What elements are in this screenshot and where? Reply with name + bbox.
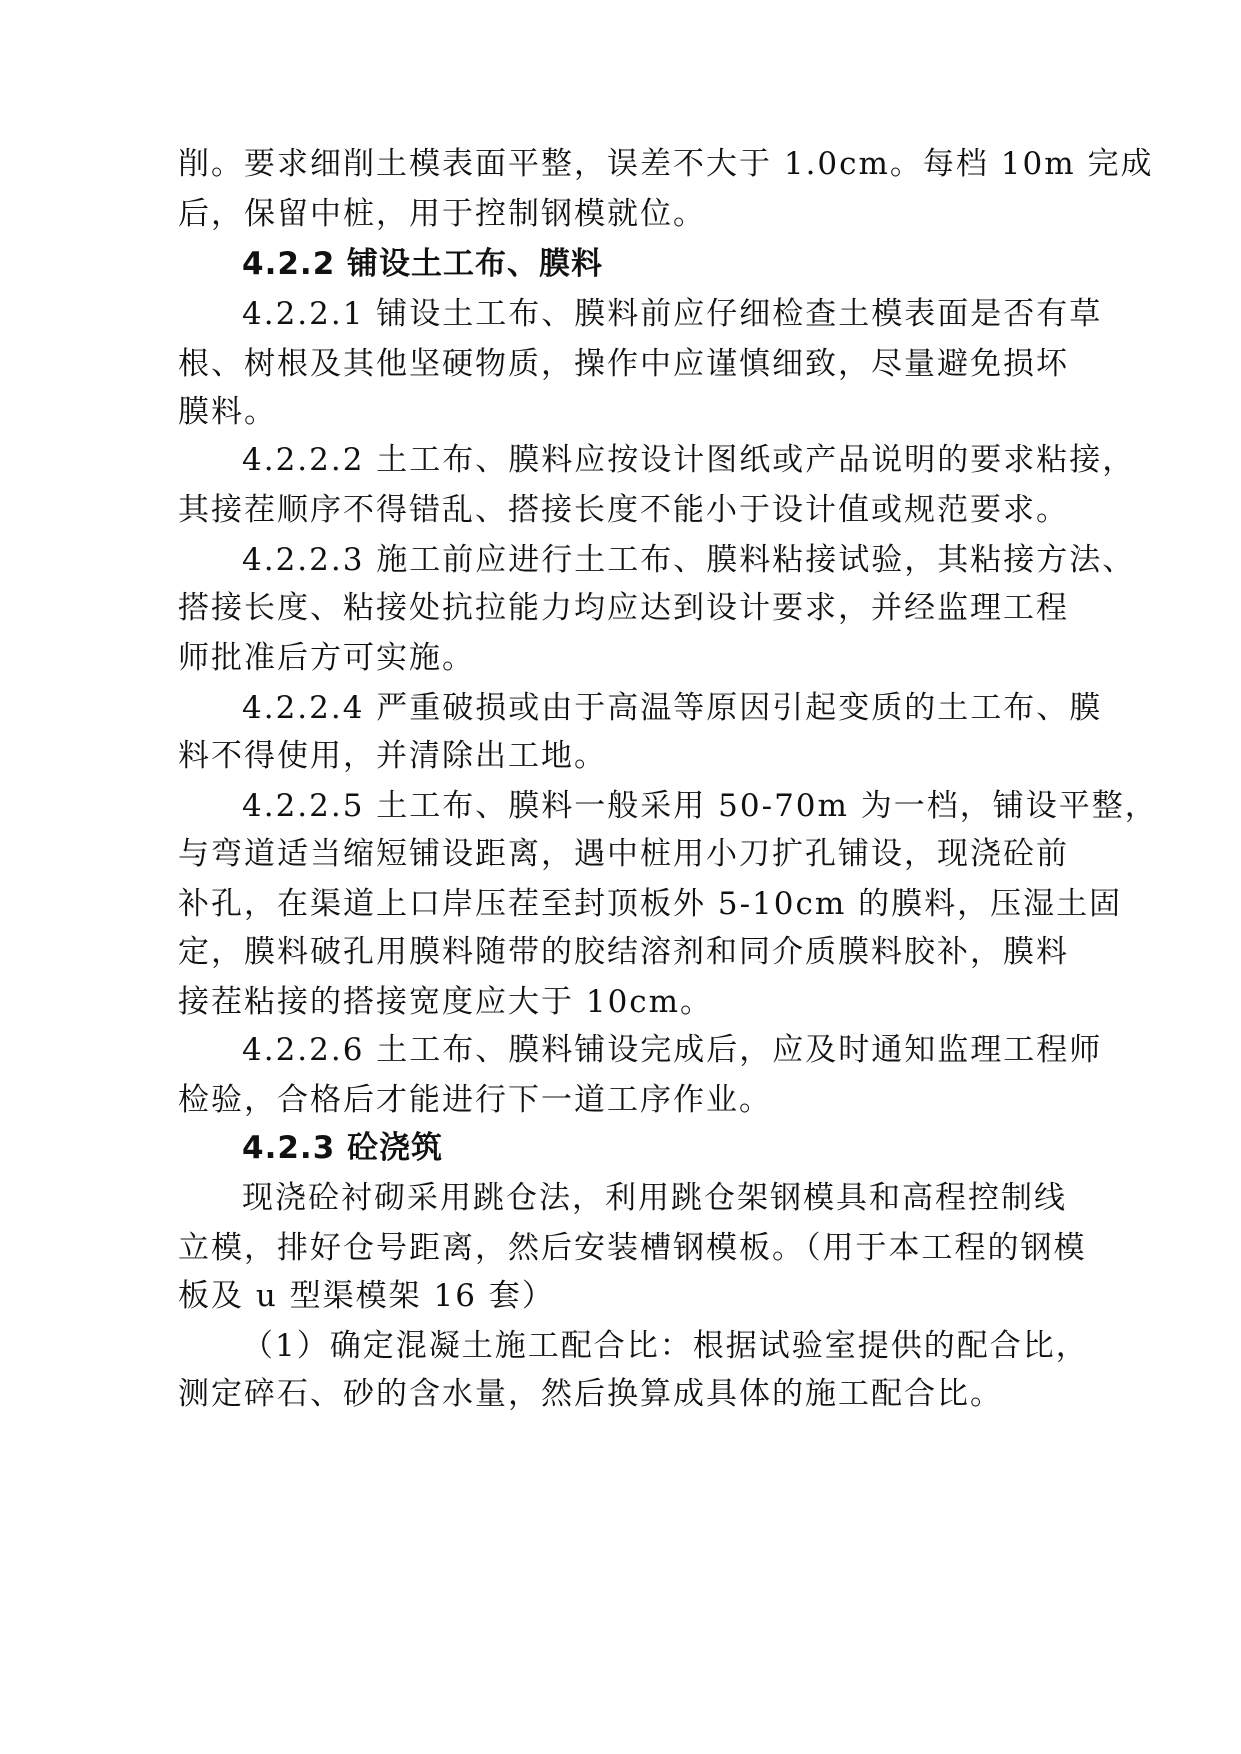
paragraph-line: 接茬粘接的搭接宽度应大于 10cm。 (178, 984, 714, 1020)
paragraph-line: 削。要求细削土模表面平整，误差不大于 1.0cm。每档 10m 完成 (178, 146, 1154, 182)
paragraph-line: 补孔，在渠道上口岸压茬至封顶板外 5-10cm 的膜料，压湿土固 (178, 886, 1123, 922)
paragraph-line: 搭接长度、粘接处抗拉能力均应达到设计要求，并经监理工程 (178, 590, 1069, 626)
paragraph-line: 4.2.2.5 土工布、膜料一般采用 50-70m 为一档，铺设平整， (242, 788, 1158, 824)
paragraph-line: 与弯道适当缩短铺设距离，遇中桩用小刀扩孔铺设，现浇砼前 (178, 836, 1069, 872)
paragraph-line: 测定碎石、砂的含水量，然后换算成具体的施工配合比。 (178, 1376, 1003, 1412)
paragraph-line: 4.2.2.6 土工布、膜料铺设完成后，应及时通知监理工程师 (242, 1032, 1103, 1068)
paragraph-line: 4.2.2.1 铺设土工布、膜料前应仔细检查土模表面是否有草 (242, 296, 1103, 332)
paragraph-line: 膜料。 (178, 394, 277, 430)
paragraph-line: 其接茬顺序不得错乱、搭接长度不能小于设计值或规范要求。 (178, 492, 1069, 528)
paragraph-line: 根、树根及其他坚硬物质，操作中应谨慎细致，尽量避免损坏 (178, 346, 1069, 382)
paragraph-line: 板及 u 型渠模架 16 套） (178, 1278, 555, 1314)
paragraph-line: 料不得使用，并清除出工地。 (178, 738, 607, 774)
paragraph-line: （1）确定混凝土施工配合比：根据试验室提供的配合比， (242, 1328, 1089, 1364)
paragraph-line: 后，保留中桩，用于控制钢模就位。 (178, 196, 706, 232)
section-heading-4-2-3: 4.2.3 砼浇筑 (242, 1130, 444, 1166)
paragraph-line: 4.2.2.3 施工前应进行土工布、膜料粘接试验，其粘接方法、 (242, 542, 1136, 578)
paragraph-line: 检验，合格后才能进行下一道工序作业。 (178, 1082, 772, 1118)
paragraph-line: 立模，排好仓号距离，然后安装槽钢模板。（用于本工程的钢模 (178, 1230, 1087, 1266)
paragraph-line: 定，膜料破孔用膜料随带的胶结溶剂和同介质膜料胶补，膜料 (178, 934, 1069, 970)
paragraph-line: 现浇砼衬砌采用跳仓法，利用跳仓架钢模具和高程控制线 (242, 1180, 1067, 1216)
section-heading-4-2-2: 4.2.2 铺设土工布、膜料 (242, 246, 604, 282)
paragraph-line: 师批准后方可实施。 (178, 640, 475, 676)
paragraph-line: 4.2.2.2 土工布、膜料应按设计图纸或产品说明的要求粘接， (242, 442, 1136, 478)
paragraph-line: 4.2.2.4 严重破损或由于高温等原因引起变质的土工布、膜 (242, 690, 1103, 726)
